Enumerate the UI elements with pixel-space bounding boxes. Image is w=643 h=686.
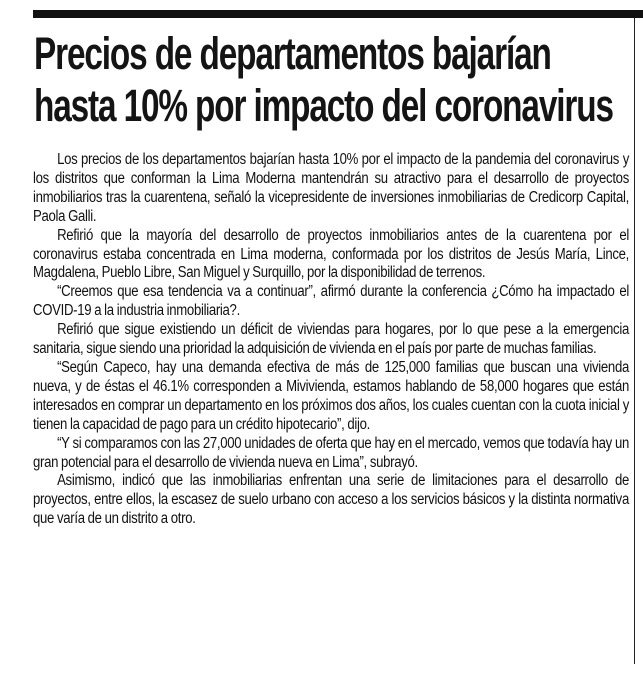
paragraph-2: Refirió que la mayoría del desarrollo de proyectos inmobiliarios antes de la cuarentena por el coronavirus estaba concentrada en Lima moderna, conformada por los distritos de Jesús María, Lince, Magdalena, Pueblo Libre, San Miguel y Surquillo, por la disponibilidad de terrenos. [33,226,629,282]
paragraph-5: “Según Capeco, hay una demanda efectiva de más de 125,000 familias que buscan una vivienda nueva, y de éstas el 46.1% corresponden a Mivivienda, estamos hablando de 58,000 hogares que están interesados en comprar un departamento en los próximos dos años, los cuales cuentan con la cuota inicial y tienen la capacidad de pago para un crédito hipotecario”, dijo. [33,358,629,433]
headline [34,28,613,132]
paragraph-4: Refirió que sigue existiendo un déficit de viviendas para hogares, por lo que pese a la emergencia sanitaria, sigue siendo una prioridad la adquisición de vivienda en el país por parte de muchas familias. [33,321,629,358]
headline-line-1: Precios de departamentos bajarían [34,28,551,79]
headline-line-2: hasta 10% por impacto del coronavirus [34,80,613,131]
paragraph-1: Los precios de los departamentos bajarían hasta 10% por el impacto de la pandemia del coronavirus y los distritos que conforman la Lima Moderna mantendrán su atractivo para el desarrollo de proyectos inmobiliarios tras la cuarentena, señaló la vicepresidente de inversiones inmobiliarias de Credicorp Capital, Paola Galli. [33,151,629,225]
top-rule [33,10,643,18]
paragraph-7: Asimismo, indicó que las inmobiliarias enfrentan una serie de limitaciones para el desarrollo de proyectos, entre ellos, la escasez de suelo urbano con acceso a los servicios básicos y la distinta normativa que varía de un distrito a otro. [33,472,629,528]
article-body [33,151,629,529]
paragraph-6: “Y si comparamos con las 27,000 unidades de oferta que hay en el mercado, vemos que todavía hay un gran potencial para el desarrollo de vivienda nueva en Lima”, subrayó. [33,434,629,471]
paragraph-3: “Creemos que esa tendencia va a continuar”, afirmó durante la conferencia ¿Cómo ha impactado el COVID-19 a la industria inmobiliaria?. [33,283,629,320]
column-divider [634,18,635,664]
